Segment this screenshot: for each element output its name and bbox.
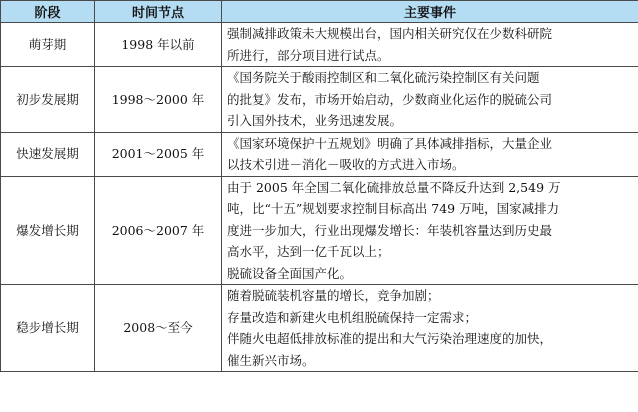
period-cell: 2006～2007 年 — [95, 176, 222, 285]
table-row — [1, 132, 638, 176]
table-row — [1, 23, 638, 67]
table-row — [1, 176, 638, 285]
header-events: 主要事件 — [222, 1, 638, 23]
event-line: 催生新兴市场。 — [227, 352, 315, 368]
period-cell: 2008～至今 — [95, 285, 222, 372]
period-cell: 2001～2005 年 — [95, 132, 222, 176]
phase-cell: 快速发展期 — [1, 132, 95, 176]
phase-cell: 萌芽期 — [1, 23, 95, 67]
phase-cell: 稳步增长期 — [1, 285, 95, 372]
events-cell — [222, 23, 638, 67]
table-row — [1, 67, 638, 133]
events-cell — [222, 176, 638, 285]
events-cell — [222, 285, 638, 372]
event-line: 由于 2005 年全国二氧化硫排放总量不降反升达到 2,549 万 — [227, 179, 561, 195]
events-cell — [222, 132, 638, 176]
event-line: 所进行，部分项目进行试点。 — [227, 47, 390, 63]
event-line: 以技术引进－消化－吸收的方式进入市场。 — [227, 157, 465, 172]
event-line: 吨，比“十五”规划要求控制目标高出 749 万吨，国家减排力 — [227, 201, 560, 216]
table-row — [1, 285, 638, 372]
event-line: 随着脱硫装机容量的增长，竞争加剧； — [227, 288, 440, 303]
header-phase: 阶段 — [1, 1, 95, 23]
event-line: 强制减排政策未大规模出台，国内相关研究仅在少数科研院 — [227, 26, 553, 41]
period-cell: 1998 年以前 — [95, 23, 222, 67]
event-line: 脱硫设备全面国产化。 — [227, 265, 353, 281]
event-line: 伴随火电超低排放标准的提出和大气污染治理速度的加快， — [227, 331, 553, 346]
phase-cell: 初步发展期 — [1, 67, 95, 133]
event-line: 引入国外技术，业务迅速发展。 — [227, 113, 403, 128]
event-line: 的批复》发布，市场开始启动，少数商业化运作的脱硫公司 — [227, 91, 553, 107]
event-line: 存量改造和新建火电机组脱硫保持一定需求； — [227, 309, 478, 325]
phase-cell: 爆发增长期 — [1, 176, 95, 285]
table-header-row — [1, 1, 638, 23]
events-cell — [222, 67, 638, 133]
period-cell: 1998～2000 年 — [95, 67, 222, 133]
event-line: 高水平，达到一亿千瓦以上； — [227, 244, 390, 259]
header-period: 时间节点 — [95, 1, 222, 23]
event-line: 《国务院关于酸雨控制区和二氧化硫污染控制区有关问题 — [227, 70, 540, 85]
event-line: 度进一步加大，行业出现爆发增长：年装机容量达到历史最 — [227, 222, 553, 238]
event-line: 《国家环境保护十五规划》明确了具体减排指标，大量企业 — [227, 135, 553, 151]
